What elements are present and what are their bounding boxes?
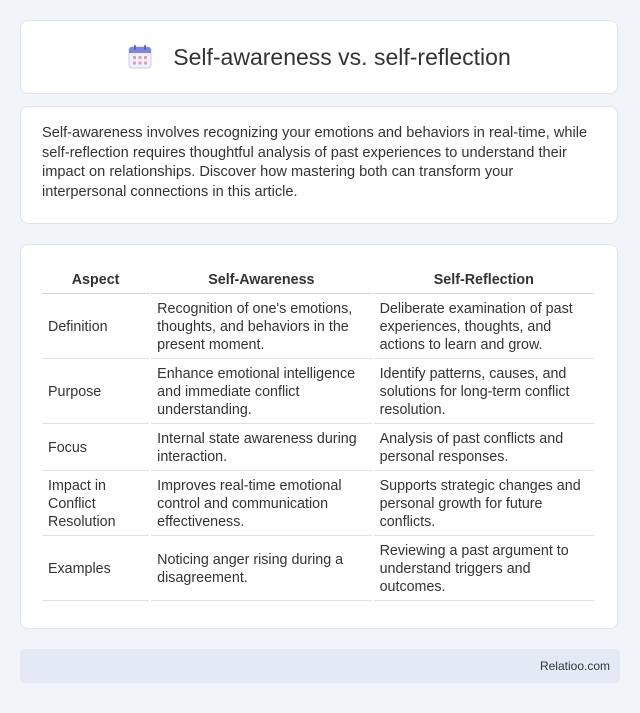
row-aspect-cell: Purpose bbox=[42, 359, 149, 424]
row-aspect-cell: Examples bbox=[42, 536, 149, 601]
self-awareness-cell: Internal state awareness during interaction. bbox=[151, 424, 371, 471]
comparison-card bbox=[20, 244, 618, 629]
self-awareness-cell: Enhance emotional intelligence and immediate conflict understanding. bbox=[151, 359, 371, 424]
intro-card bbox=[20, 106, 618, 224]
self-awareness-cell: Improves real-time emotional control and communication effectiveness. bbox=[151, 471, 371, 536]
intro-text: Self-awareness involves recognizing your emotions and behaviors in real-time, while self-reflection requires thoughtful analysis of past experiences to understand their impact on relationships. Discover how mastering both can transform your interpersonal connections in this article. bbox=[42, 125, 588, 200]
self-reflection-cell: Deliberate examination of past experiences, thoughts, and actions to learn and grow. bbox=[374, 294, 594, 359]
header-self-reflection: Self-Reflection bbox=[374, 263, 594, 294]
self-reflection-cell: Identify patterns, causes, and solutions for long-term conflict resolution. bbox=[374, 359, 594, 424]
row-aspect-cell: Impact in Conflict Resolution bbox=[42, 471, 149, 536]
row-aspect-cell: Focus bbox=[42, 424, 149, 471]
footer-bar bbox=[20, 649, 620, 683]
table-row bbox=[42, 424, 594, 471]
page-title: Self-awareness vs. self-reflection bbox=[173, 43, 511, 70]
table-row bbox=[42, 471, 594, 536]
table-row bbox=[42, 294, 594, 359]
title-card bbox=[20, 20, 618, 94]
footer-brand[interactable]: Relatioo.com bbox=[539, 659, 610, 673]
self-reflection-cell: Analysis of past conflicts and personal responses. bbox=[374, 424, 594, 471]
comparison-table bbox=[40, 263, 596, 601]
self-awareness-cell: Recognition of one's emotions, thoughts, and behaviors in the present moment. bbox=[151, 294, 371, 359]
self-reflection-cell: Supports strategic changes and personal growth for future conflicts. bbox=[374, 471, 594, 536]
header-aspect: Aspect bbox=[42, 263, 149, 294]
self-awareness-cell: Noticing anger rising during a disagreement. bbox=[151, 536, 371, 601]
table-row bbox=[42, 536, 594, 601]
row-aspect-cell: Definition bbox=[42, 294, 149, 359]
calendar-icon bbox=[127, 44, 153, 70]
header-self-awareness: Self-Awareness bbox=[151, 263, 371, 294]
table-header-row bbox=[42, 263, 594, 294]
table-row bbox=[42, 359, 594, 424]
self-reflection-cell: Reviewing a past argument to understand triggers and outcomes. bbox=[374, 536, 594, 601]
